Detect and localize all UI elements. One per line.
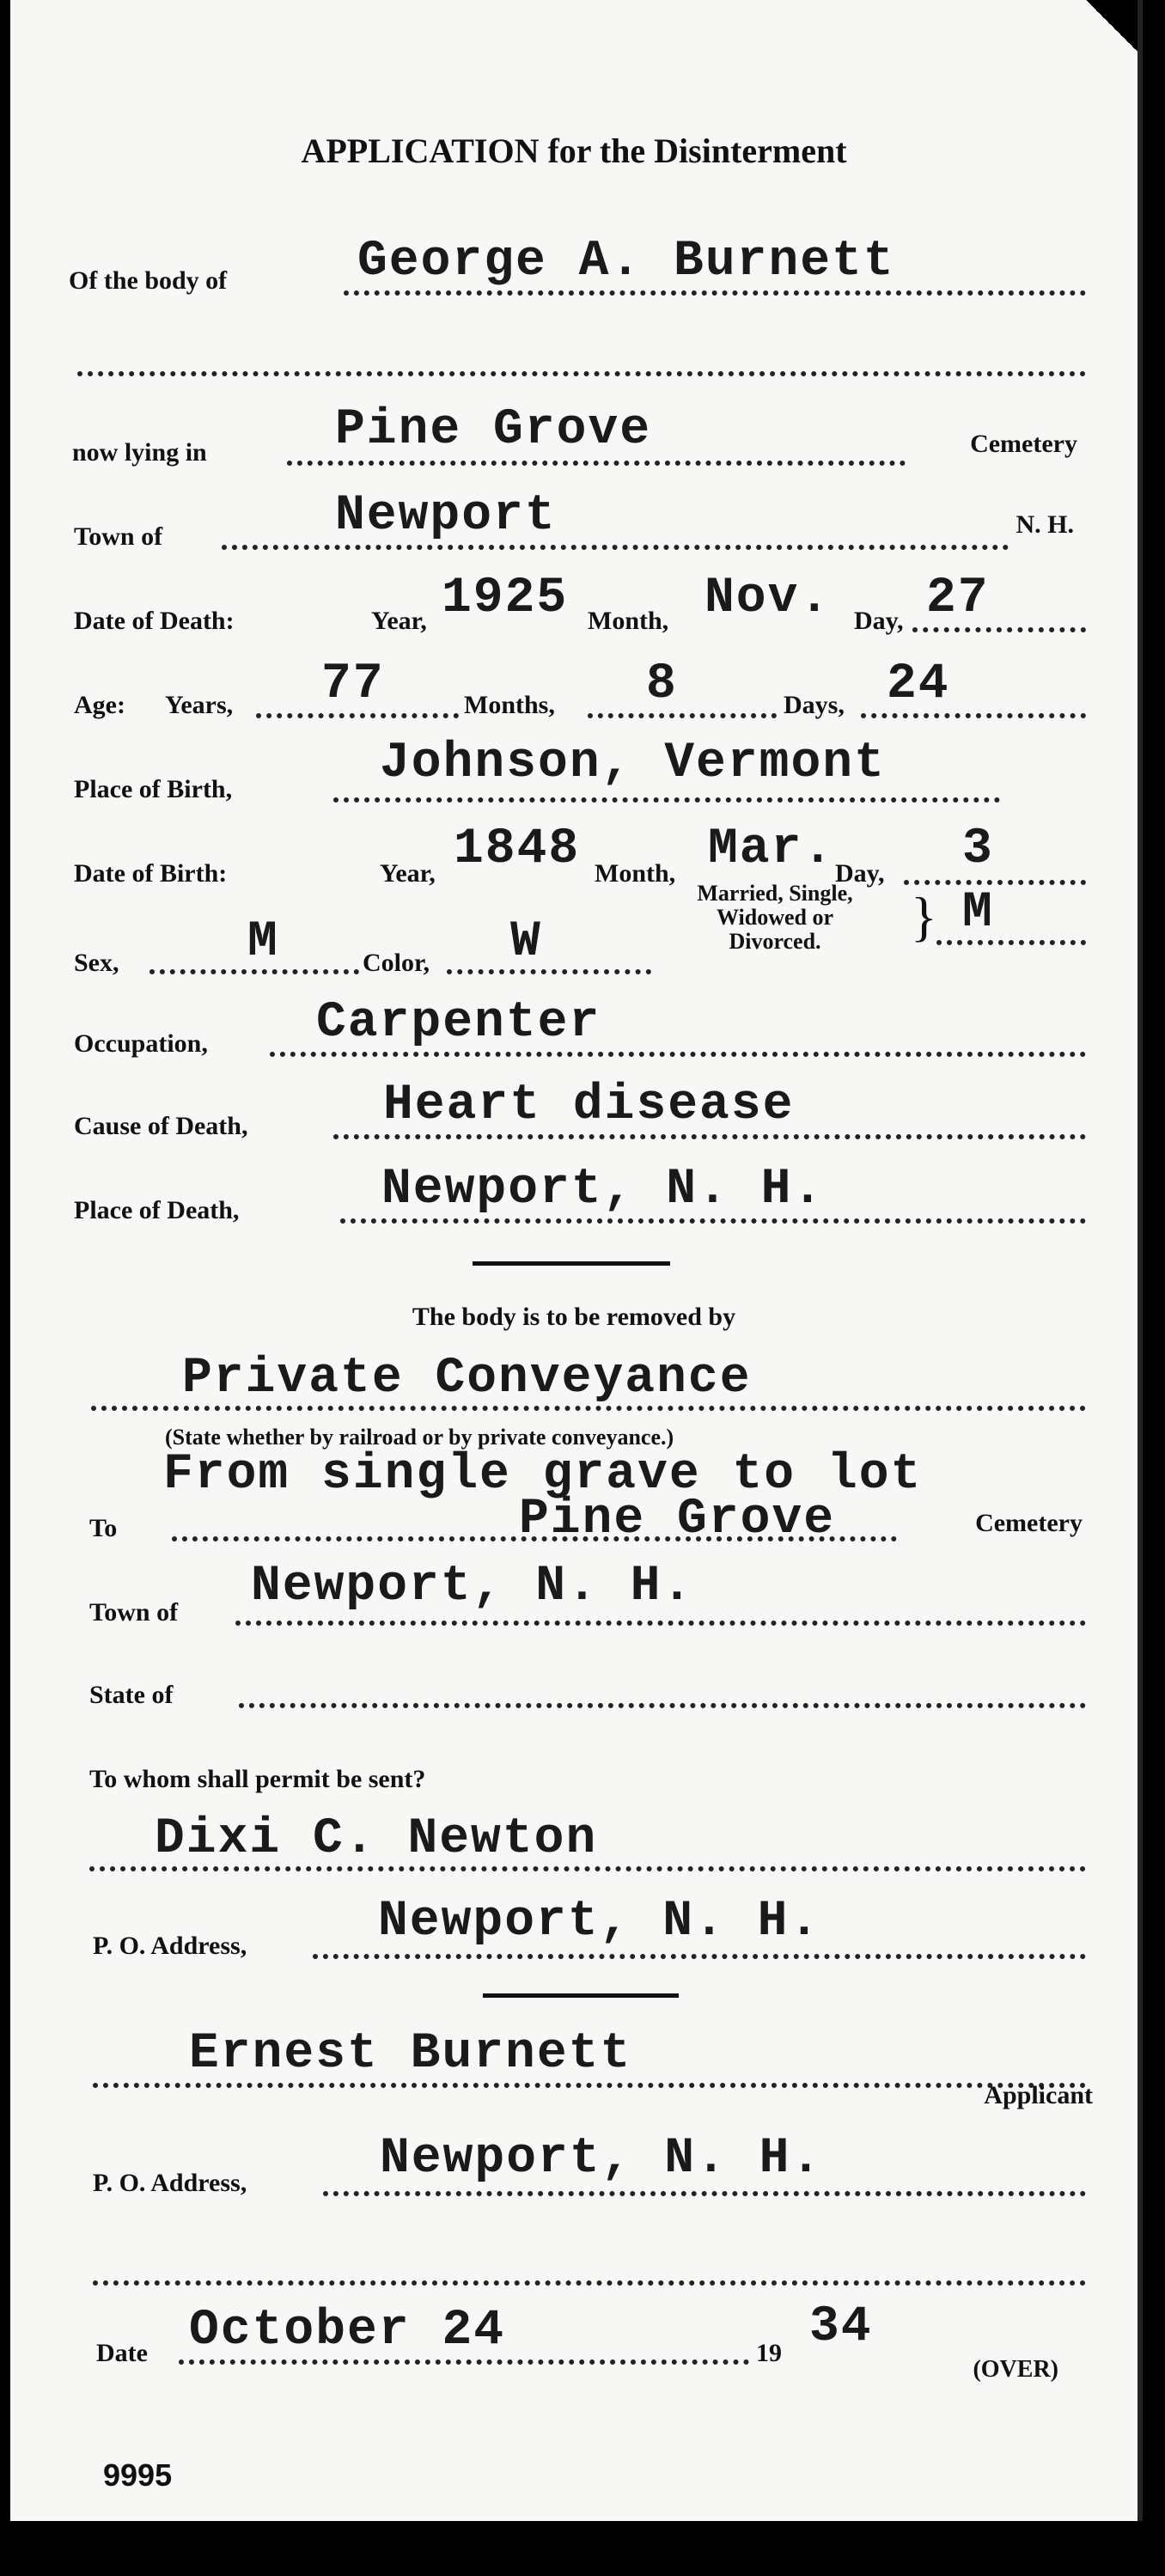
death-year-label: Year,	[371, 607, 427, 635]
age-days-label: Days,	[784, 691, 845, 719]
application-card	[10, 0, 1143, 2521]
po-label-2: P. O. Address,	[93, 2169, 247, 2197]
applicant-label: Applicant	[984, 2081, 1093, 2109]
permit-label: To whom shall permit be sent?	[89, 1765, 426, 1793]
death-year-value: 1925	[442, 571, 569, 626]
marital-brace: }	[911, 886, 937, 947]
footer-border	[0, 2521, 1165, 2576]
birth-year-value: 1848	[454, 821, 581, 877]
to-value: Pine Grove	[519, 1492, 836, 1547]
year-value: 34	[809, 2299, 873, 2355]
po-value-2: Newport, N. H.	[380, 2131, 823, 2187]
form-title: APPLICATION for the Disinterment	[301, 131, 847, 170]
age-years-label: Years,	[165, 691, 234, 719]
color-line	[447, 969, 651, 974]
death-day-value: 27	[926, 571, 990, 626]
town-value-1: Newport	[335, 488, 557, 544]
death-month-value: Nov.	[704, 571, 832, 626]
now-lying-label: now lying in	[72, 438, 207, 467]
age-years-value: 77	[321, 656, 385, 712]
color-label: Color,	[363, 949, 430, 977]
occupation-label: Occupation,	[74, 1029, 208, 1058]
permit-line	[89, 1866, 1086, 1871]
po-label-1: P. O. Address,	[93, 1932, 247, 1960]
body-of-line	[344, 290, 1086, 296]
over-label: (OVER)	[973, 2356, 1058, 2383]
applicant-name-line	[93, 2083, 1086, 2088]
place-death-value: Newport, N. H.	[381, 1162, 825, 1218]
date-birth-label: Date of Birth:	[74, 859, 228, 888]
blank-line-1	[77, 371, 1086, 376]
marital-label-line-3: Divorced.	[729, 929, 821, 954]
age-months-label: Months,	[464, 691, 555, 719]
place-death-label: Place of Death,	[74, 1196, 240, 1224]
removal-method-value: Private Conveyance	[182, 1351, 752, 1407]
po-line-2	[323, 2191, 1086, 2196]
occupation-line	[270, 1052, 1086, 1057]
date-label: Date	[96, 2339, 148, 2367]
marital-label-line-1: Married, Single,	[697, 881, 853, 906]
date-value: October 24	[189, 2303, 506, 2359]
sex-value: M	[247, 914, 279, 970]
cemetery-label-2: Cemetery	[975, 1509, 1083, 1537]
sex-label: Sex,	[74, 949, 119, 977]
cause-line	[333, 1134, 1086, 1139]
cause-label: Cause of Death,	[74, 1112, 248, 1140]
state-line	[239, 1703, 1086, 1708]
death-day-line	[912, 627, 1086, 632]
removal-method-note: (State whether by railroad or by private conveyance.)	[165, 1425, 674, 1450]
cause-value: Heart disease	[383, 1077, 795, 1133]
place-birth-value: Johnson, Vermont	[380, 736, 886, 791]
birth-year-label: Year,	[380, 859, 436, 888]
age-months-value: 8	[646, 656, 678, 712]
age-days-line	[861, 713, 1086, 718]
place-death-line	[340, 1218, 1086, 1224]
place-birth-line	[333, 797, 1000, 803]
divider-1	[473, 1261, 670, 1266]
death-day-label: Day,	[854, 607, 904, 635]
age-label: Age:	[74, 691, 125, 719]
body-of-label: Of the body of	[69, 266, 228, 295]
divider-2	[483, 1993, 679, 1998]
form-number: 9995	[103, 2457, 173, 2493]
state-abbr: N. H.	[1016, 510, 1074, 539]
marital-value: M	[962, 885, 994, 941]
town-line-1	[222, 545, 1009, 550]
birth-month-label: Month,	[595, 859, 676, 888]
now-lying-line	[287, 461, 906, 466]
town-label-2: Town of	[89, 1598, 179, 1627]
age-years-line	[256, 713, 459, 718]
color-value: W	[510, 914, 542, 970]
blank-line-2	[93, 2280, 1086, 2286]
age-months-line	[588, 713, 777, 718]
po-line-1	[313, 1954, 1086, 1959]
body-of-value: George A. Burnett	[357, 234, 895, 290]
death-month-label: Month,	[588, 607, 669, 635]
town-line-2	[235, 1621, 1086, 1626]
cemetery-label-1: Cemetery	[970, 430, 1077, 458]
birth-day-label: Day,	[835, 859, 885, 888]
applicant-name-value: Ernest Burnett	[189, 2026, 632, 2082]
birth-month-value: Mar.	[708, 821, 835, 877]
removal-detail-value: From single grave to lot	[163, 1447, 923, 1503]
po-value-1: Newport, N. H.	[378, 1894, 821, 1950]
folded-corner	[1086, 0, 1138, 52]
town-label-1: Town of	[74, 522, 163, 551]
removal-method-line	[91, 1406, 1086, 1411]
now-lying-value: Pine Grove	[335, 402, 652, 458]
date-death-label: Date of Death:	[74, 607, 235, 635]
occupation-value: Carpenter	[316, 995, 601, 1051]
to-label: To	[89, 1514, 118, 1542]
year-prefix: 19	[756, 2339, 782, 2367]
state-label: State of	[89, 1681, 174, 1709]
place-birth-label: Place of Birth,	[74, 775, 233, 803]
permit-value: Dixi C. Newton	[155, 1811, 598, 1867]
marital-label-line-2: Widowed or	[716, 905, 834, 930]
town-value-2: Newport, N. H.	[251, 1559, 694, 1615]
date-line	[179, 2359, 749, 2365]
age-days-value: 24	[887, 656, 950, 712]
marital-line	[936, 940, 1086, 945]
removal-heading: The body is to be removed by	[412, 1303, 736, 1331]
birth-day-value: 3	[962, 821, 994, 877]
